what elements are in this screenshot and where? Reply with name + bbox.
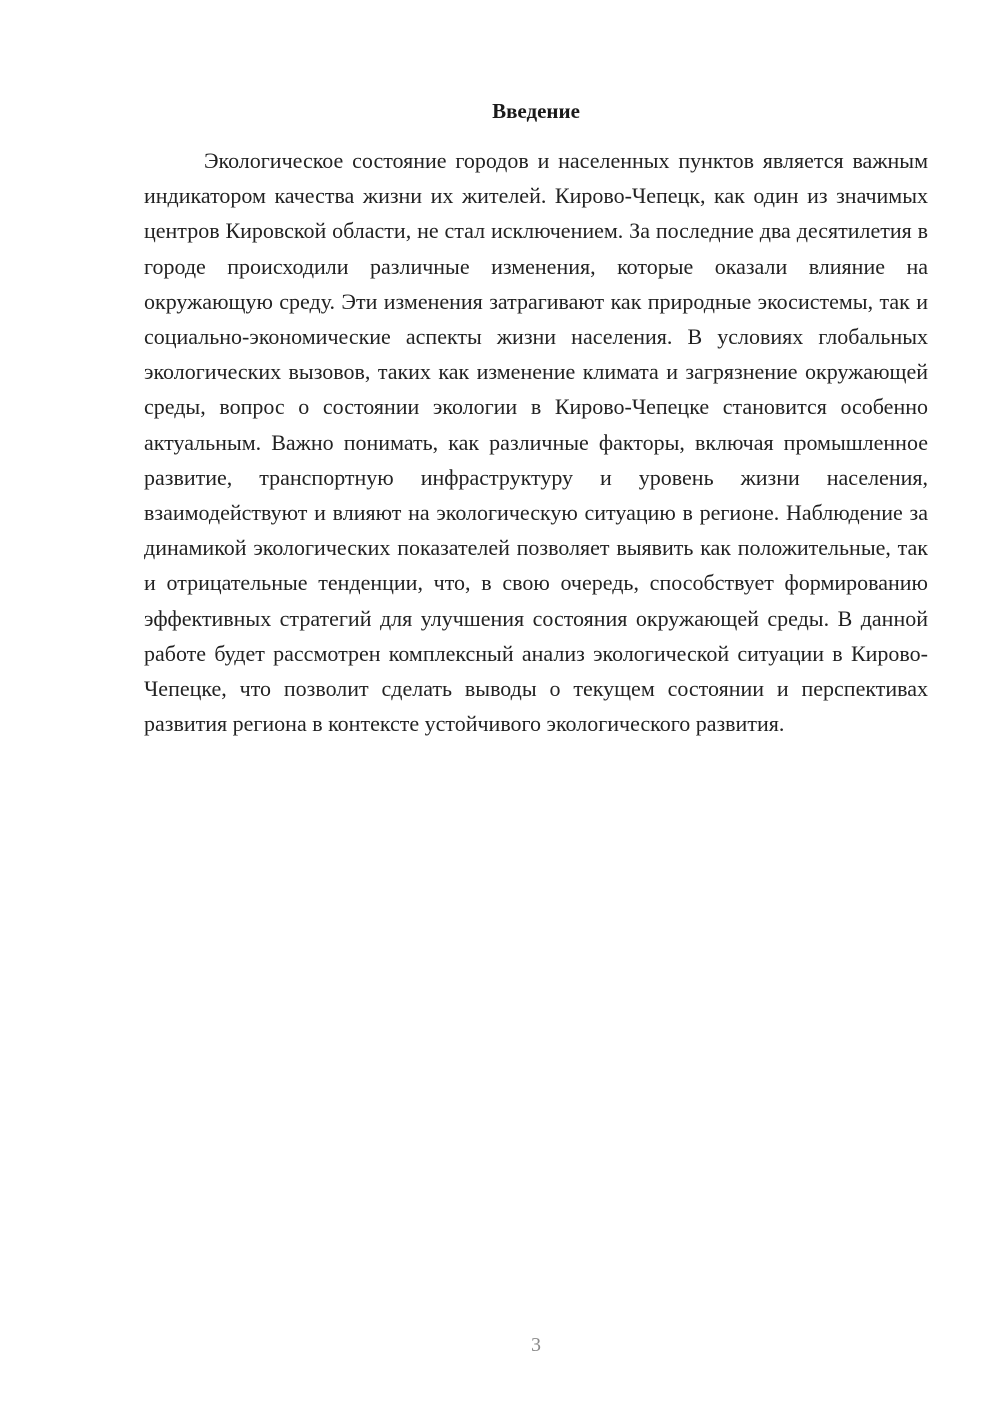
section-heading: Введение — [492, 99, 580, 123]
page-number: 3 — [531, 1334, 541, 1356]
introduction-paragraph: Экологическое состояние городов и населенных пунктов является важным индикатором качества жизни их жителей. Кирово-Чепецк, как один из значимых центров Кировской области, не стал исключением. За последние два десятилетия в городе происходили различные изменения, которые оказали влияние на окружающую среду. Эти изменения затрагивают как природные экосистемы, так и социально-экономические аспекты жизни населения. В условиях глобальных экологических вызовов, таких как изменение климата и загрязнение окружающей среды, вопрос о состоянии экологии в Кирово-Чепецке становится особенно актуальным. Важно понимать, как различные факторы, включая промышленное развитие, транспортную инфраструктуру и уровень жизни населения, взаимодействуют и влияют на экологическую ситуацию в регионе. Наблюдение за динамикой экологических показателей позволяет выявить как положительные, так и отрицательные тенденции, что, в свою очередь, способствует формированию эффективных стратегий для улучшения состояния окружающей среды. В данной работе будет рассмотрен комплексный анализ экологической ситуации в Кирово-Чепецке, что позволит сделать выводы о текущем состоянии и перспективах развития региона в контексте устойчивого экологического развития. — [144, 148, 928, 737]
